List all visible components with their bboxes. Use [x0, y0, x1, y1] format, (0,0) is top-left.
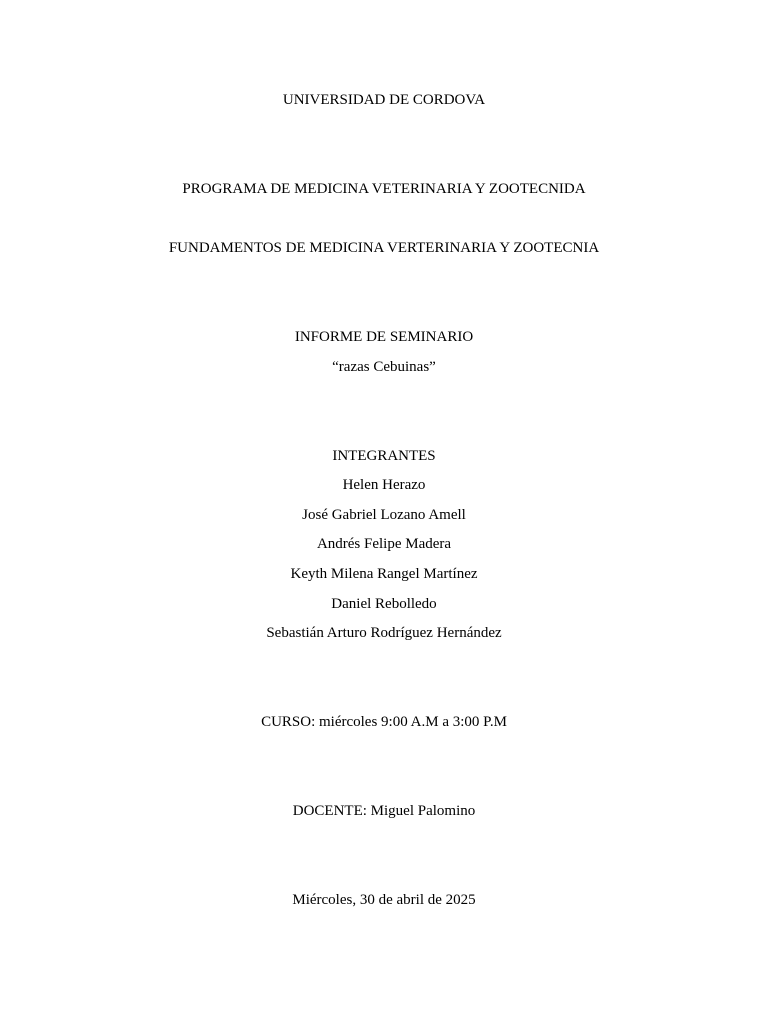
- report-topic: “razas Cebuinas”: [332, 359, 436, 375]
- program-name: PROGRAMA DE MEDICINA VETERINARIA Y ZOOTECNIDA: [182, 181, 586, 197]
- teacher-name: DOCENTE: Miguel Palomino: [292, 803, 476, 819]
- member-name: Daniel Rebolledo: [331, 596, 437, 612]
- course-schedule: CURSO: miércoles 9:00 A.M a 3:00 P.M: [261, 714, 507, 730]
- university-name: UNIVERSIDAD DE CORDOVA: [282, 92, 486, 108]
- member-name: Andrés Felipe Madera: [316, 536, 452, 552]
- member-name: Helen Herazo: [342, 477, 426, 493]
- member-name: Sebastián Arturo Rodríguez Hernández: [266, 625, 502, 641]
- course-name: FUNDAMENTOS DE MEDICINA VERTERINARIA Y ZOOTECNIA: [168, 240, 600, 256]
- report-type: INFORME DE SEMINARIO: [294, 329, 474, 345]
- member-name: Keyth Milena Rangel Martínez: [290, 566, 478, 582]
- member-name: José Gabriel Lozano Amell: [302, 507, 466, 523]
- document-date: Miércoles, 30 de abril de 2025: [292, 892, 476, 908]
- members-heading: INTEGRANTES: [332, 448, 436, 464]
